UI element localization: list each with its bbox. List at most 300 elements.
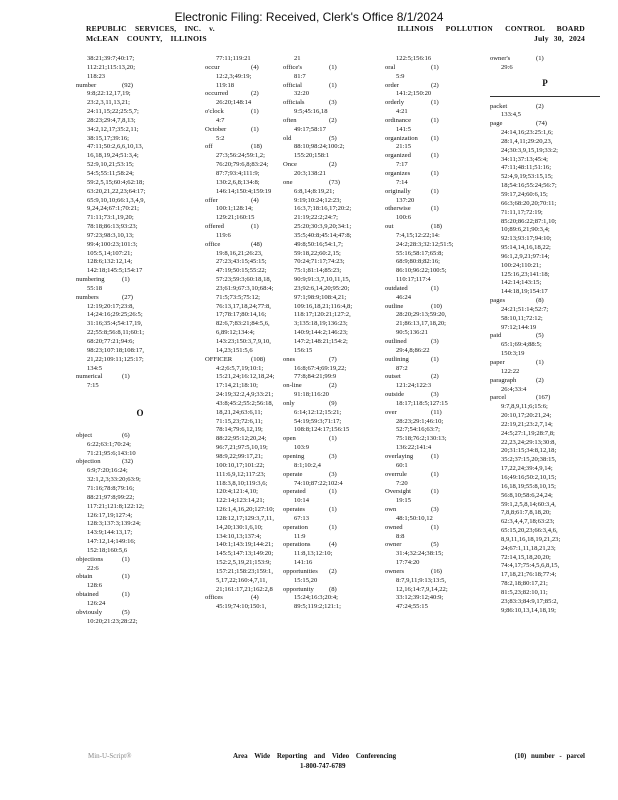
page-line-references: 52:7;54:16;63:7; xyxy=(396,426,440,434)
headword-term: occur xyxy=(205,63,220,71)
page-line-references: 43:8;45:2;55:2;56:18, xyxy=(216,399,274,407)
headword-term: open xyxy=(283,435,296,443)
page-line-references: 24:19;32:2,4,9;33:21; xyxy=(216,391,274,399)
headword-count: (16) xyxy=(431,567,442,575)
page-line-references: 54:5;55:11;58:24; xyxy=(87,169,135,177)
page-line-references: 26:20;148:14 xyxy=(216,99,252,107)
headword-count: (4) xyxy=(251,196,259,204)
headword-term: obviously xyxy=(76,608,103,616)
page-line-references: 74:4,17;75:4,5,6,8,15, xyxy=(501,562,560,570)
page-line-references: 12,16;14:7,9,14,22; xyxy=(396,585,448,593)
index-headword xyxy=(490,394,618,403)
index-headword xyxy=(76,591,204,600)
footer-phone: 1-800-747-6789 xyxy=(300,762,346,770)
headword-term: own xyxy=(385,506,397,514)
headword-count: (5) xyxy=(122,608,130,616)
page-line-references: 29:6 xyxy=(501,63,513,71)
headword-count: (2) xyxy=(329,116,337,124)
headword-term: operated xyxy=(283,488,306,496)
page-line-references: 59:1,2,5,8,14;60:3,4, xyxy=(501,500,556,508)
case-caption-line2: McLEAN COUNTY, ILLINOIS xyxy=(86,34,207,43)
headword-term: owner xyxy=(385,541,402,549)
headword-term: opportunity xyxy=(283,585,314,593)
page-line-references: 31:4;32:24;38:15; xyxy=(396,550,444,558)
headword-count: (10) xyxy=(431,302,442,310)
page-line-references: 130:2,6,8;134:8; xyxy=(216,178,260,186)
headword-count: (27) xyxy=(122,293,133,301)
headword-term: organized xyxy=(385,152,411,160)
page-line-references: 34:2,12,17;35:2,11; xyxy=(87,125,139,133)
page-line-references: 6,89:12;134:4; xyxy=(216,329,255,337)
page-line-references: 98:23;107:18;108:17, xyxy=(87,346,144,354)
page-line-references: 85:20;86:22;87:1,10; xyxy=(501,217,557,225)
page-line-references: 118:3,8,10;119:3,6; xyxy=(216,479,268,487)
page-line-references: 129:21;160:15 xyxy=(216,214,255,222)
headword-count: (1) xyxy=(251,223,259,231)
board-name: ILLINOIS POLLUTION CONTROL BOARD xyxy=(397,24,585,33)
page-line-references: 157:21;158:23;159:1, xyxy=(216,567,273,575)
headword-count: (18) xyxy=(431,223,442,231)
page-line-references: 9:8;22:12,17,19; xyxy=(87,90,131,98)
page-line-references: 32:20 xyxy=(294,90,310,98)
index-headword xyxy=(490,332,618,341)
page-line-references: 128:12,17;129:3,7,11, xyxy=(216,514,275,522)
page-line-references: 9:19;10:24;12:23; xyxy=(294,196,342,204)
page-line-references: 72:14,15,18,20,20; xyxy=(501,553,551,561)
page-line-references: 122:22 xyxy=(501,367,520,375)
page-line-references: 8:7,9,11;9:13;13:5, xyxy=(396,576,447,584)
page-line-references: 97:23;98:3,10,13; xyxy=(87,231,134,239)
page-line-references: 16,18,19,24;51:3,4; xyxy=(87,152,139,160)
page-line-references: 126:24 xyxy=(87,599,106,607)
page-line-references: 35:2;37:15,20;38:15, xyxy=(501,456,557,464)
page-line-references: 63:20,21,22,23;64:17; xyxy=(87,187,146,195)
page-line-references: 17:74:20 xyxy=(396,559,420,567)
page-line-references: 5:9 xyxy=(396,72,405,80)
page-line-references: 49:17;58:17 xyxy=(294,125,326,133)
page-line-references: 147:2;148:21;154:2; xyxy=(294,338,348,345)
page-line-references: 78:14;79:6,12,19; xyxy=(216,426,263,434)
page-line-references: 152:2,5,19,21;153:9; xyxy=(216,559,272,567)
page-line-references: 9,24,24;67:1;70:21; xyxy=(87,205,140,213)
page-line-references: 100:10,17;101:22; xyxy=(216,461,265,469)
page-line-references: 57:23;59:3;60:18,18, xyxy=(216,276,272,284)
page-line-references: 54:19;59:3;71:17; xyxy=(294,417,342,425)
headword-term: old xyxy=(283,134,292,142)
page-line-references: 4:21 xyxy=(396,108,408,116)
page-line-references: 49:8;50:16;54:1,7; xyxy=(294,240,343,248)
page-line-references: 29:4,8;86:22 xyxy=(396,346,430,354)
page-line-references: 28:23;29:1;46:10; xyxy=(396,417,444,425)
page-line-references: 128:6;132:12,14; xyxy=(87,258,133,266)
page-line-references: 47:11;48:11;51:16; xyxy=(501,164,552,172)
headword-term: Once xyxy=(283,161,297,169)
headword-term: overlaying xyxy=(385,452,414,460)
page-line-references: 33:12;39:12;40:9; xyxy=(396,594,444,602)
page-line-references: 23;61:9;67:3,10;68:4; xyxy=(216,284,274,292)
page-line-references: 95:14,14,16,18,22; xyxy=(501,244,551,252)
page-line-references: 118:23 xyxy=(87,72,106,80)
headword-term: paid xyxy=(490,332,502,340)
headword-count: (1) xyxy=(431,470,439,478)
page-line-references: 134:5 xyxy=(87,364,103,372)
page-line-references: 75:18;76:2;130:13; xyxy=(396,435,447,443)
page-line-references: 76:13,17,18,24;77:8, xyxy=(216,302,271,310)
headword-count: (3) xyxy=(431,506,439,514)
page-line-references: 97:12;144:19 xyxy=(501,323,537,331)
page-line-references: 68:9;80:8;82:16; xyxy=(396,258,440,266)
headword-term: outdated xyxy=(385,284,408,292)
headword-term: outside xyxy=(385,391,405,399)
page-line-references: 47:24;55:15 xyxy=(396,603,428,611)
index-column-1 xyxy=(76,55,204,626)
page-line-references: 103:9 xyxy=(294,444,310,452)
index-headword xyxy=(76,556,204,565)
page-line-references: 98:9,22;99:17,21; xyxy=(216,452,263,460)
headword-count: (4) xyxy=(251,594,259,602)
page-line-references: 68:20;77:21;94:6; xyxy=(87,338,135,345)
page-line-references: 7:14 xyxy=(396,178,408,186)
headword-count: (5) xyxy=(431,541,439,549)
page-line-references: 16:8;67:4;69:19,22; xyxy=(294,364,347,372)
index-headword xyxy=(490,120,618,129)
headword-count: (1) xyxy=(329,435,337,443)
headword-term: organization xyxy=(385,134,418,142)
page-line-references: 14,20;130:1,6,10; xyxy=(216,523,263,531)
headword-term: overrule xyxy=(385,470,407,478)
index-headword xyxy=(76,432,204,441)
headword-count: (2) xyxy=(536,376,544,384)
page-line-references: 5:2 xyxy=(216,134,225,142)
page-line-references: 56:8,10;58:6,24,24; xyxy=(501,491,553,499)
page-line-references: 55:16;58:17;65:8; xyxy=(396,249,444,257)
page-line-references: 23;92:6,14,20;95:20; xyxy=(294,284,350,292)
headword-count: (1) xyxy=(431,523,439,531)
page-line-references: 62:3,4,4,7,18;63:23; xyxy=(501,518,555,526)
page-line-references: 99:4;100:23;101:3; xyxy=(87,240,138,248)
page-line-references: 78:18;86:13;93:23; xyxy=(87,223,138,231)
page-line-references: 112:21;115:13,20; xyxy=(87,63,136,71)
page-line-references: 71:11;73:1,19,20; xyxy=(87,214,134,222)
headword-term: packet xyxy=(490,102,508,110)
headword-count: (4) xyxy=(329,541,337,549)
page-line-references: 21 xyxy=(294,55,301,62)
page-line-references: 86:10;96:22;100:5; xyxy=(396,267,447,275)
page-line-references: 19:8,16,21;26:23, xyxy=(216,249,263,257)
page-line-references: 105:5,14;107:21; xyxy=(87,249,133,257)
page-line-references: 78:2,18;80:17,21; xyxy=(501,580,548,588)
headword-count: (32) xyxy=(122,458,133,466)
headword-term: organizes xyxy=(385,169,411,177)
headword-count: (1) xyxy=(431,134,439,142)
headword-count: (1) xyxy=(431,116,439,124)
page-line-references: 71:11,17;72:19; xyxy=(501,208,543,216)
headword-term: objections xyxy=(76,555,104,563)
headword-term: numbers xyxy=(76,293,99,301)
headword-count: (1) xyxy=(122,591,130,599)
headword-count: (1) xyxy=(431,169,439,177)
page-line-references: 32:1,2,3;33:20;63:9; xyxy=(87,476,141,484)
page-line-references: 16,18,19;55:8,10,15; xyxy=(501,482,556,490)
page-line-references: 20:3;138:21 xyxy=(294,169,326,177)
headword-term: outlined xyxy=(385,338,407,345)
headword-count: (1) xyxy=(431,488,439,496)
page-line-references: 150:3;19 xyxy=(501,350,525,358)
page-line-references: 96:1,2,9,21;97:14; xyxy=(501,252,550,260)
headword-term: ones xyxy=(283,355,296,363)
page-line-references: 91:18;116:20 xyxy=(294,391,329,399)
page-line-references: 88:10;98:24;100:2; xyxy=(294,143,345,151)
headword-term: over xyxy=(385,408,397,416)
page-line-references: 146:14;150:4;159:19 xyxy=(216,187,272,195)
page-line-references: 46:24 xyxy=(396,293,412,301)
page-line-references: 126:17,19;127:4; xyxy=(87,511,133,519)
headword-count: (1) xyxy=(431,187,439,195)
page-line-references: 15:15,20 xyxy=(294,576,318,584)
headword-count: (1) xyxy=(251,125,259,133)
page-line-references: 47:19;50:15;55:22; xyxy=(216,267,267,275)
headword-term: operations xyxy=(283,541,311,549)
case-caption-line1: REPUBLIC SERVICES, INC. v. xyxy=(86,24,215,33)
page-line-references: 141:2;150:20 xyxy=(396,90,432,98)
headword-term: number xyxy=(76,81,97,89)
headword-term: only xyxy=(283,399,295,407)
page-line-references: 6:22;63:1;70:24; xyxy=(87,440,131,448)
headword-term: numerical xyxy=(76,373,103,381)
page-line-references: 100:24;110:21; xyxy=(501,261,542,269)
page-line-references: 45:19;74:10;150:1, xyxy=(216,603,267,611)
index-column-5 xyxy=(490,55,618,615)
page-line-references: 18;54:16;55:24;56:7; xyxy=(501,182,557,190)
page-line-references: 100:6 xyxy=(396,214,412,222)
page-line-references: 24:21;51:14;52:7; xyxy=(501,305,549,313)
page-line-references: 27:23;43:15;45:15; xyxy=(216,258,267,266)
headword-count: (8) xyxy=(536,297,544,305)
headword-term: obtain xyxy=(76,573,93,581)
headword-term: outlining xyxy=(385,355,409,363)
page-line-references: 119:18 xyxy=(216,81,235,89)
page-line-references: 128:6 xyxy=(87,582,103,590)
headword-count: (2) xyxy=(329,382,337,390)
page-line-references: 71:16;78:8;79:16; xyxy=(87,484,135,492)
headword-term: ordinance xyxy=(385,116,411,124)
page-line-references: 77:11;119:21 xyxy=(216,55,251,62)
headword-count: (5) xyxy=(536,332,544,340)
page-line-references: 156:15 xyxy=(294,346,313,354)
page-line-references: 4:2;6:5,7,19;10:1; xyxy=(216,364,264,372)
index-headword xyxy=(490,297,618,306)
headword-count: (3) xyxy=(329,452,337,460)
page-line-references: 110:17;117:4 xyxy=(396,276,431,284)
footer-page-range: (10) number - parcel xyxy=(514,752,585,760)
page-line-references: 9:7,8,9,11;6;15:6; xyxy=(501,403,548,411)
headword-count: (1) xyxy=(329,81,337,89)
headword-term: operation xyxy=(283,523,308,531)
headword-count: (1) xyxy=(431,152,439,160)
headword-count: (2) xyxy=(431,373,439,381)
page-line-references: 65:1;69:4;88:5; xyxy=(501,341,542,349)
page-line-references: 5,17,22;160:4,7,11, xyxy=(216,576,268,584)
page-line-references: 6:14;12:12;15:21; xyxy=(294,408,342,416)
headword-count: (1) xyxy=(329,506,337,514)
page-line-references: 9;86:10,13,14,18,19; xyxy=(501,606,556,614)
page-line-references: 71:21;95:6;143:10 xyxy=(87,449,136,457)
page-line-references: 152:18;160:5,6 xyxy=(87,546,128,554)
page-line-references: 122:5;156:16 xyxy=(396,55,432,62)
headword-term: out xyxy=(385,223,394,231)
page-line-references: 24:11,15;22;25:5,7; xyxy=(87,108,139,116)
page-line-references: 122:14;123:14,21; xyxy=(216,497,265,505)
headword-count: (3) xyxy=(431,338,439,345)
section-letter: P xyxy=(490,73,600,97)
headword-count: (18) xyxy=(251,143,262,151)
page-line-references: 134:10,13;137:4; xyxy=(216,532,262,540)
page-line-references: 52:4,9,19;53:15,15; xyxy=(501,173,553,181)
page-line-references: 145:5;147:13;149:20; xyxy=(216,550,274,558)
headword-count: (8) xyxy=(329,585,337,593)
headword-term: order xyxy=(385,81,399,89)
headword-term: offices xyxy=(205,594,223,602)
page-line-references: 75:1;81:14;85:23; xyxy=(294,267,342,275)
page-line-references: 100:1;128:14; xyxy=(216,205,253,213)
page-line-references: 117:21;121:8;122:12; xyxy=(87,502,144,510)
headword-term: owners xyxy=(385,567,405,575)
headword-count: (73) xyxy=(329,178,340,186)
index-headword xyxy=(76,276,204,285)
headword-term: opening xyxy=(283,452,305,460)
headword-term: otherwise xyxy=(385,205,411,213)
headword-count: (11) xyxy=(431,408,442,416)
page-line-references: 155:20;158:1 xyxy=(294,152,330,160)
page-line-references: 12:2,3;49:19; xyxy=(216,72,252,80)
index-headword xyxy=(76,609,204,618)
page-line-references: 18:17;118:5;127:15 xyxy=(396,399,448,407)
headword-count: (9) xyxy=(329,399,337,407)
headword-count: (1) xyxy=(536,55,544,62)
headword-count: (167) xyxy=(536,394,551,402)
footer-brand: Min-U-Script® xyxy=(88,752,132,760)
headword-term: office xyxy=(205,240,221,248)
page-line-references: 24;67:1,11,18,21,23; xyxy=(501,544,556,552)
page-line-references: 35:5;40:8;45:14;47:8; xyxy=(294,231,352,239)
headword-count: (1) xyxy=(431,284,439,292)
page-line-references: 10:20;21:23;28:22; xyxy=(87,617,138,625)
page-line-references: 24:2;28:3;32:12;51:5; xyxy=(396,240,454,248)
page-line-references: 24;30:3,9,15,19;33:2; xyxy=(501,146,558,154)
page-line-references: 6:9;7:20;16:24; xyxy=(87,467,128,475)
headword-term: obtained xyxy=(76,591,99,599)
page-line-references: 136:22;141:4 xyxy=(396,444,432,452)
page-line-references: 23:2,3,11,13,21; xyxy=(87,99,130,107)
page-line-references: 90:5;136:21 xyxy=(396,329,428,337)
index-headword xyxy=(76,373,204,382)
page-line-references: 137:20 xyxy=(396,196,415,204)
page-line-references: 71:5;73:5;75:12; xyxy=(216,293,260,301)
headword-term: paragraph xyxy=(490,376,517,384)
page-line-references: 126:1,4,16,20;127:10; xyxy=(216,506,275,514)
page-line-references: 21;161:17,21;162:2,8 xyxy=(216,585,273,593)
headword-count: (1) xyxy=(329,488,337,496)
headword-count: (2) xyxy=(329,161,337,169)
page-line-references: 111:6,9,12;117:23; xyxy=(216,470,266,478)
page-line-references: 87:2 xyxy=(396,364,408,372)
headword-count: (1) xyxy=(122,573,130,581)
page-line-references: 18,21,24;63:6,11; xyxy=(216,408,263,416)
page-line-references: 65:15,20,23;66:3,4,6, xyxy=(501,527,558,535)
page-line-references: 47:11;50:2,6,6,10,13, xyxy=(87,143,144,151)
page-line-references: 55:18 xyxy=(87,284,103,292)
headword-term: official xyxy=(283,81,302,89)
headword-count: (1) xyxy=(329,63,337,71)
headword-count: (48) xyxy=(251,240,262,248)
index-headword xyxy=(490,103,618,112)
headword-term: occurred xyxy=(205,90,229,98)
page-line-references: 89:5;119:2;121:1; xyxy=(294,603,342,611)
page-line-references: 17;78:17;80:14,16; xyxy=(216,311,267,319)
page-line-references: 81:7 xyxy=(294,72,306,80)
headword-count: (5) xyxy=(329,134,337,142)
page-line-references: 28:20;29:13;59:20, xyxy=(396,311,447,319)
page-line-references: 17,22,24;39:4,9,14; xyxy=(501,465,553,473)
page-line-references: 133:4,5 xyxy=(501,111,521,119)
page-line-references: 59:18,22;60:2,15; xyxy=(294,249,341,257)
page-line-references: 125:16,23;141:18; xyxy=(501,270,550,278)
headword-term: page xyxy=(490,120,503,128)
page-line-references: 25:20;30:3,9,20;34:1; xyxy=(294,223,352,231)
page-line-references: 96:7,21;97:5,10,19; xyxy=(216,444,268,452)
headword-term: outline xyxy=(385,302,404,310)
headword-term: off xyxy=(205,143,213,151)
page-line-references: 24:5;27:1,19;28:7,8; xyxy=(501,429,555,437)
headword-count: (108) xyxy=(251,355,266,363)
headword-count: (7) xyxy=(329,355,337,363)
headword-term: paper xyxy=(490,359,505,366)
headword-count: (3) xyxy=(431,391,439,399)
index-headword xyxy=(490,55,618,64)
headword-term: on-line xyxy=(283,382,302,390)
headword-term: objection xyxy=(76,458,101,466)
headword-term: object xyxy=(76,431,93,439)
page-line-references: 59:17,24;60:6,15; xyxy=(501,190,548,198)
page-line-references: 88:22;95:12;20,24; xyxy=(216,435,267,443)
page-line-references: 147:12,14;149:16; xyxy=(87,538,136,546)
page-line-references: 118:17;120:21;127:2, xyxy=(294,311,351,319)
headword-count: (74) xyxy=(536,120,547,128)
page-line-references: 70:24;71:17;74:23; xyxy=(294,258,345,266)
headword-term: offered xyxy=(205,223,224,231)
headword-term: operates xyxy=(283,506,305,514)
headword-term: o'clock xyxy=(205,108,224,116)
page-line-references: 140:9;144:2;146:23; xyxy=(294,329,348,337)
page-line-references: 6:8,14;8:19,21; xyxy=(294,187,335,195)
page-line-references: 92:13;93:17;94:10; xyxy=(501,235,552,243)
index-headword xyxy=(76,82,204,91)
headword-count: (92) xyxy=(122,81,133,89)
filing-stamp: Electronic Filing: Received, Clerk's Office 8/1/2024 xyxy=(174,10,444,24)
headword-count: (1) xyxy=(431,452,439,460)
index-headword xyxy=(76,458,204,467)
headword-term: OFFICER xyxy=(205,355,233,363)
page-line-references: 7,8,8;61:7,8,18,20; xyxy=(501,509,552,517)
page-line-references: 21:15 xyxy=(396,143,412,151)
headword-count: (2) xyxy=(536,102,544,110)
page-line-references: 52:9,10,21;53:15; xyxy=(87,161,134,169)
page-line-references: 7:20 xyxy=(396,479,408,487)
page-line-references: 143:9;144:13,17; xyxy=(87,529,133,537)
page-line-references: 31:16;35:4;54:17,19, xyxy=(87,320,143,328)
headword-term: often xyxy=(283,116,297,124)
page-line-references: 87:7;93:4;111:9; xyxy=(216,169,260,177)
